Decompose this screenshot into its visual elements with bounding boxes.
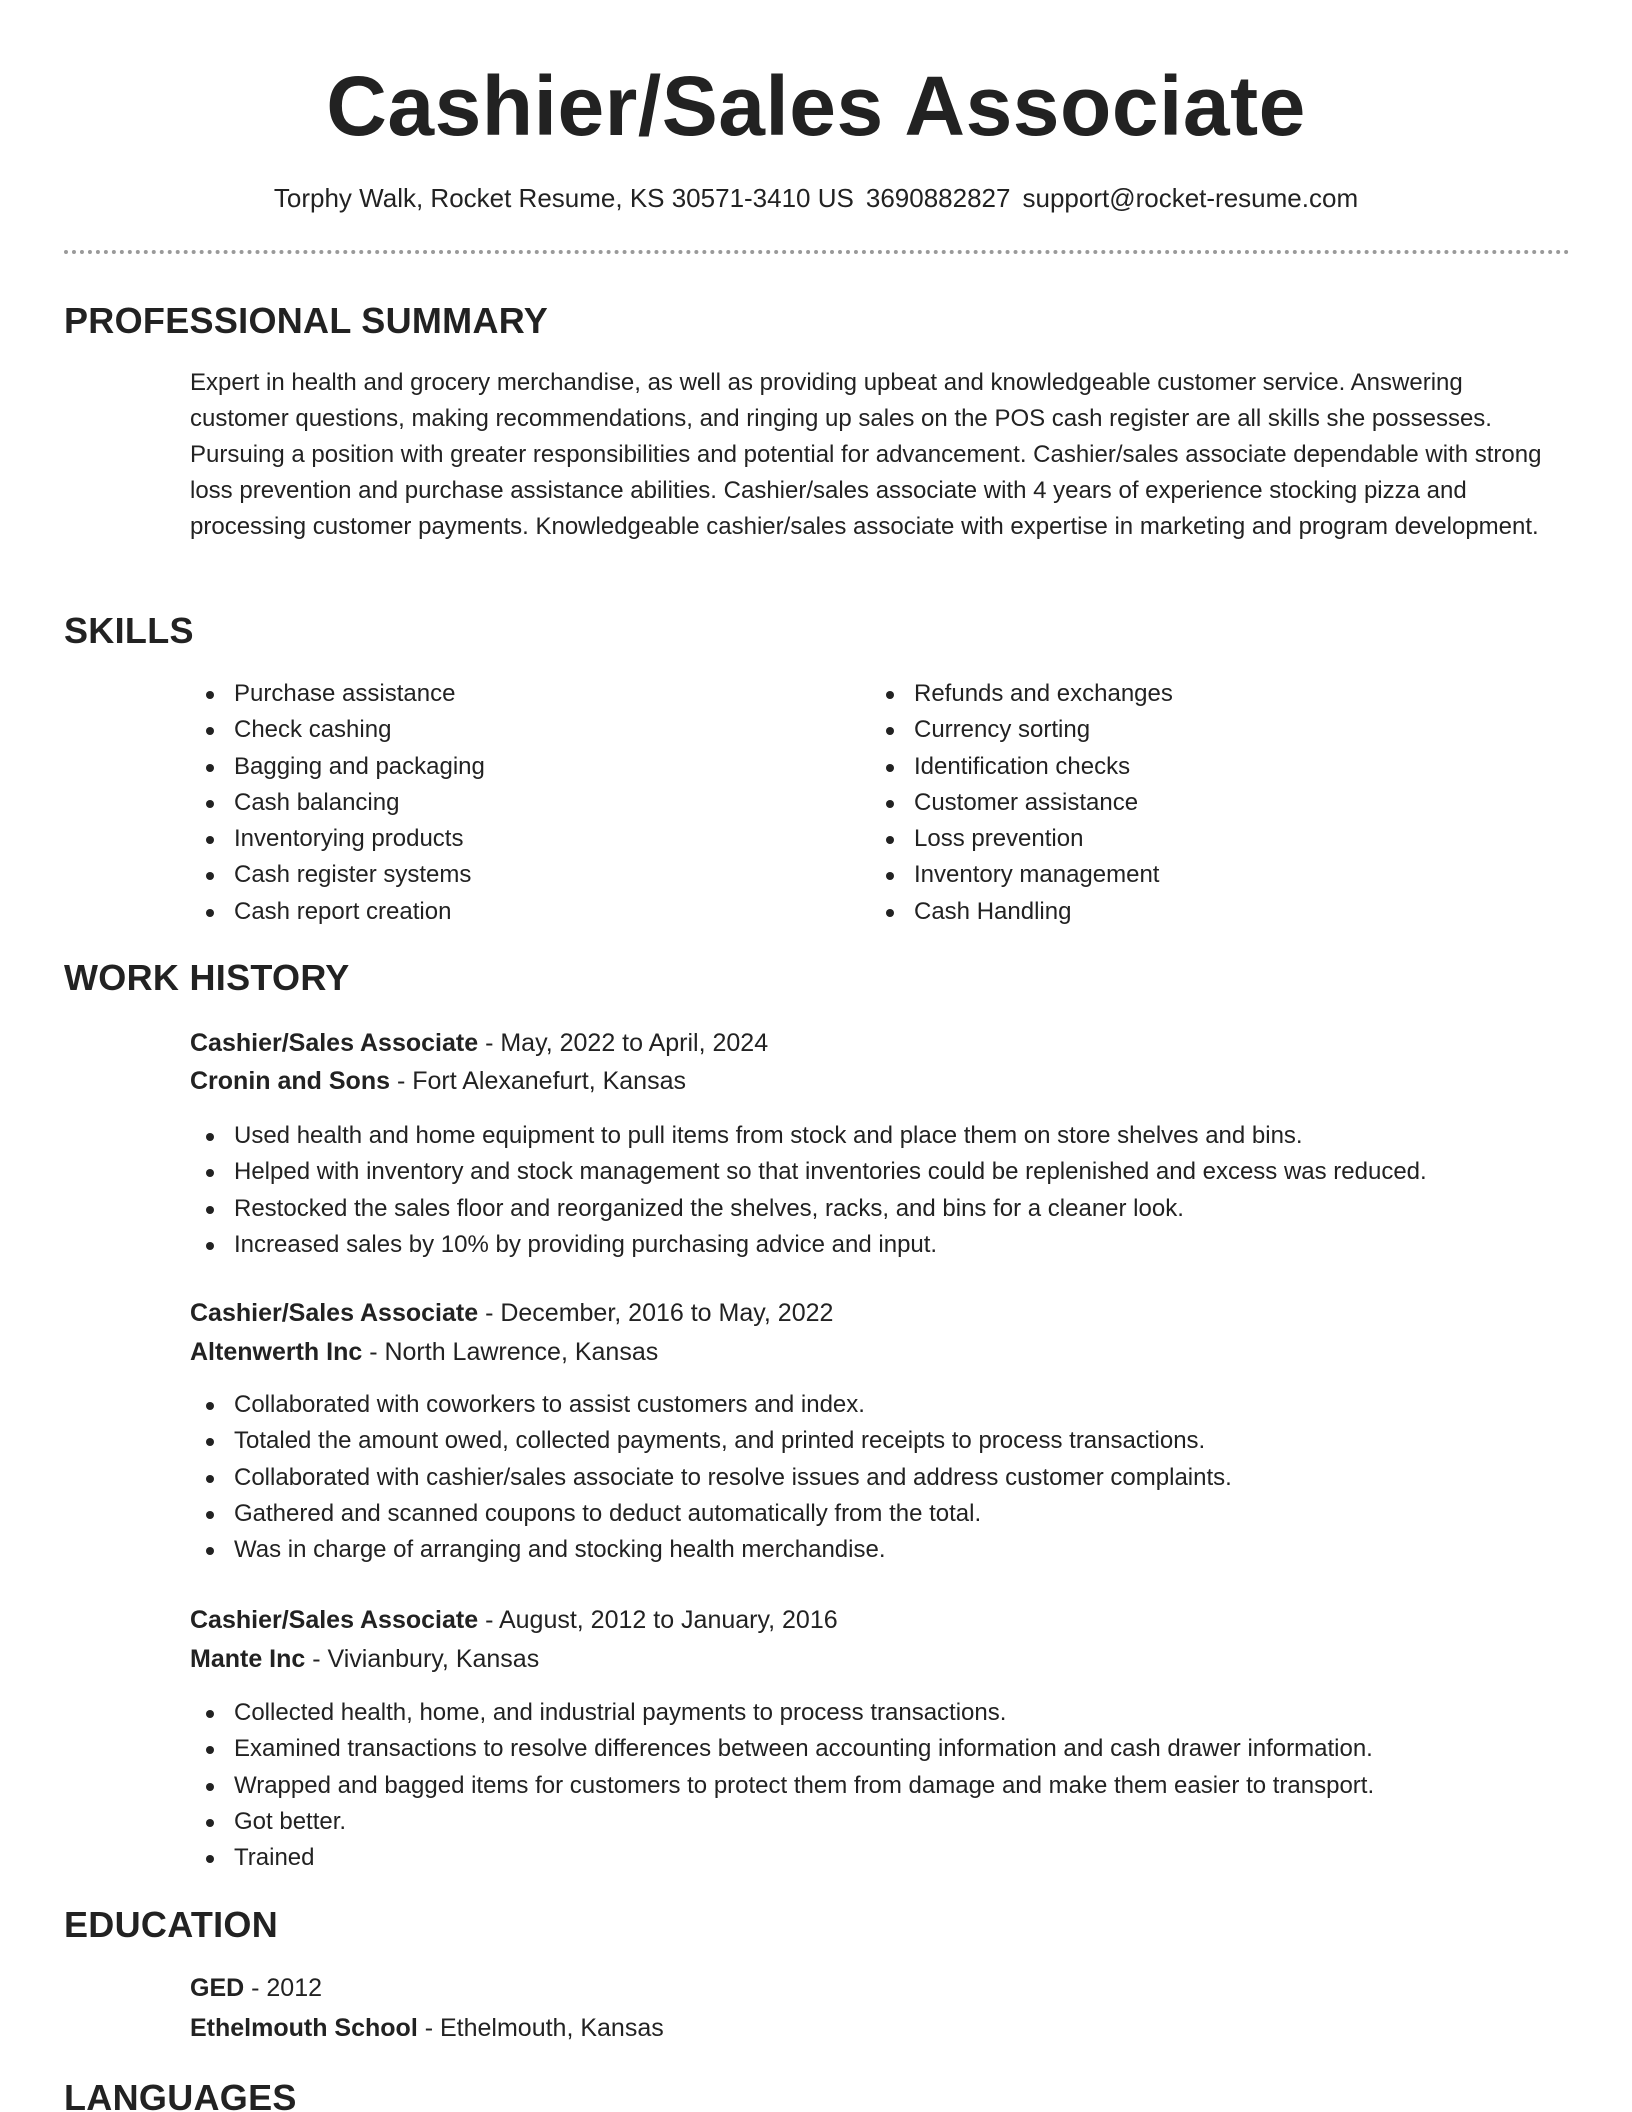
- job-dates: - August, 2012 to January, 2016: [478, 1606, 838, 1634]
- education-school-line: [190, 2009, 664, 2047]
- job-company-line: [190, 1640, 539, 1678]
- job-bullet: Restocked the sales floor and reorganized the shelves, racks, and bins for a cleaner look.: [190, 1191, 1570, 1227]
- skill-item: Inventory management: [870, 857, 1550, 893]
- education-school: Ethelmouth School: [190, 2014, 418, 2042]
- contact-line: [0, 180, 1632, 216]
- job-bullet: Was in charge of arranging and stocking health merchandise.: [190, 1532, 1570, 1568]
- job-company: Altenwerth Inc: [190, 1338, 363, 1366]
- contact-phone: 3690882827: [865, 183, 1011, 213]
- job-location: - North Lawrence, Kansas: [362, 1338, 659, 1366]
- job-bullet: Gathered and scanned coupons to deduct automatically from the total.: [190, 1496, 1570, 1532]
- job-location: - Fort Alexanefurt, Kansas: [390, 1067, 686, 1095]
- job-bullet: Examined transactions to resolve differences between accounting information and cash drawer information.: [190, 1731, 1570, 1767]
- candidate-name: Cashier/Sales Associate: [326, 59, 1306, 153]
- job-bullet: Got better.: [190, 1804, 1570, 1840]
- skill-item: Check cashing: [190, 712, 870, 748]
- skill-item: Currency sorting: [870, 712, 1550, 748]
- job-bullet: Totaled the amount owed, collected payments, and printed receipts to process transactions.: [190, 1423, 1570, 1459]
- education-year: - 2012: [244, 1974, 323, 2002]
- contact-address: Torphy Walk, Rocket Resume, KS 30571-3410 US: [273, 183, 854, 213]
- skills-list: [190, 676, 1560, 930]
- skill-item: Cash Handling: [870, 894, 1550, 930]
- section-title-languages: LANGUAGES: [64, 2077, 297, 2112]
- section-title-education: EDUCATION: [64, 1904, 279, 1945]
- job-company-line: [190, 1062, 686, 1100]
- section-title-summary: PROFESSIONAL SUMMARY: [64, 300, 549, 341]
- section-title-work: WORK HISTORY: [64, 957, 350, 998]
- skill-item: Inventorying products: [190, 821, 870, 857]
- job-bullet: Collected health, home, and industrial payments to process transactions.: [190, 1695, 1570, 1731]
- education-location: - Ethelmouth, Kansas: [417, 2014, 664, 2042]
- job-bullets: [190, 1387, 1570, 1568]
- skill-item: Bagging and packaging: [190, 749, 870, 785]
- job-bullet: Wrapped and bagged items for customers to protect them from damage and make them easier to transport.: [190, 1768, 1570, 1804]
- skill-item: Identification checks: [870, 749, 1550, 785]
- skill-item: Cash report creation: [190, 894, 870, 930]
- skill-item: Purchase assistance: [190, 676, 870, 712]
- job-location: - Vivianbury, Kansas: [305, 1645, 540, 1673]
- job-company: Cronin and Sons: [190, 1067, 390, 1095]
- job-bullet: Collaborated with cashier/sales associate to resolve issues and address customer complaints.: [190, 1460, 1570, 1496]
- skill-item: Customer assistance: [870, 785, 1550, 821]
- education-degree-line: [190, 1969, 322, 2007]
- job-bullets: [190, 1118, 1570, 1263]
- skills-column-left: [190, 676, 870, 930]
- skill-item: Refunds and exchanges: [870, 676, 1550, 712]
- contact-email: support@rocket-resume.com: [1022, 183, 1359, 213]
- section-title-skills: SKILLS: [64, 610, 194, 651]
- job-bullets: [190, 1695, 1570, 1876]
- skills-column-right: [870, 676, 1550, 930]
- header-divider: [64, 250, 1570, 254]
- summary-text: Expert in health and grocery merchandise, as well as providing upbeat and knowledgeable customer service. Answering customer questions, making recommendations, and ringing up sales on the POS cash register are all skills she possesses. Pursuing a position with greater responsibilities and potential for advancement. Cashier/sales associate dependable with strong loss prevention and purchase assistance abilities. Cashier/sales associate with 4 years of experience stocking pizza and processing customer payments. Knowledgeable cashier/sales associate with expertise in marketing and program development.: [190, 369, 1542, 540]
- education-degree: GED: [190, 1974, 245, 2002]
- job-role: Cashier/Sales Associate: [190, 1606, 479, 1634]
- skill-item: Cash balancing: [190, 785, 870, 821]
- job-company-line: [190, 1333, 658, 1371]
- skill-item: Cash register systems: [190, 857, 870, 893]
- job-dates: - December, 2016 to May, 2022: [478, 1299, 834, 1327]
- job-bullet: Trained: [190, 1840, 1570, 1876]
- job-bullet: Increased sales by 10% by providing purchasing advice and input.: [190, 1227, 1570, 1263]
- job-company: Mante Inc: [190, 1645, 306, 1673]
- job-bullet: Helped with inventory and stock management so that inventories could be replenished and excess was reduced.: [190, 1154, 1570, 1190]
- job-role: Cashier/Sales Associate: [190, 1299, 479, 1327]
- job-bullet: Used health and home equipment to pull items from stock and place them on store shelves and bins.: [190, 1118, 1570, 1154]
- skill-item: Loss prevention: [870, 821, 1550, 857]
- job-title-line: [190, 1024, 768, 1062]
- job-role: Cashier/Sales Associate: [190, 1029, 479, 1057]
- job-title-line: [190, 1294, 833, 1332]
- job-dates: - May, 2022 to April, 2024: [478, 1029, 769, 1057]
- job-bullet: Collaborated with coworkers to assist customers and index.: [190, 1387, 1570, 1423]
- job-title-line: [190, 1601, 838, 1639]
